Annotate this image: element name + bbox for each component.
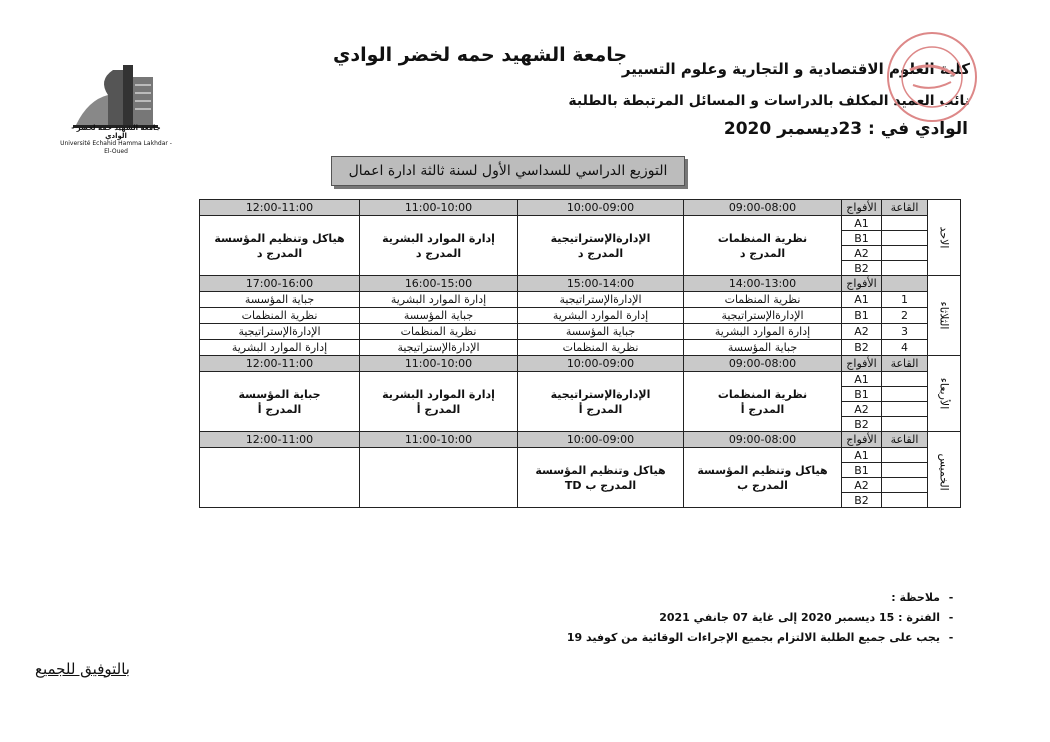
room-header: القاعة	[882, 432, 928, 448]
room-header: القاعة	[882, 356, 928, 372]
lecture-cell: جباية المؤسسة المدرج أ	[200, 372, 360, 432]
time-slot: 09:00-08:00	[684, 356, 842, 372]
group-label: B2	[842, 340, 882, 356]
groups-header: الأفواج	[842, 356, 882, 372]
groups-header: الأفواج	[842, 432, 882, 448]
lecture-cell: إدارة الموارد البشرية المدرج أ	[360, 372, 518, 432]
lecture-cell: نظرية المنظمات المدرج أ	[684, 372, 842, 432]
day-wednesday-header	[200, 356, 961, 372]
room-cell	[882, 231, 928, 246]
time-slot: 11:00-10:00	[360, 356, 518, 372]
session-cell: جباية المؤسسة	[684, 340, 842, 356]
room-number: 2	[882, 308, 928, 324]
lecture-cell: الإدارةالإستراتيجية المدرج أ	[518, 372, 684, 432]
logo-caption	[60, 124, 172, 156]
closing-remark: بالتوفيق للجميع	[35, 660, 130, 678]
group-label: A2	[842, 246, 882, 261]
time-slot: 10:00-09:00	[518, 200, 684, 216]
time-slot: 17:00-16:00	[200, 276, 360, 292]
university-name: جامعة الشهيد حمه لخضر الوادي	[332, 44, 628, 66]
time-slot: 09:00-08:00	[684, 432, 842, 448]
session-cell: نظرية المنظمات	[518, 340, 684, 356]
time-slot: 14:00-13:00	[684, 276, 842, 292]
lecture-cell	[200, 448, 360, 508]
day-thursday-header	[200, 432, 961, 448]
room-cell	[882, 261, 928, 276]
group-label: B1	[842, 308, 882, 324]
schedule-table	[199, 199, 961, 508]
vice-dean-title: نائب العميد المكلف بالدراسات و المسائل المرتبطة بالطلبة	[568, 93, 970, 109]
group-label: A2	[842, 402, 882, 417]
session-cell: إدارة الموارد البشرية	[684, 324, 842, 340]
session-cell: الإدارةالإستراتيجية	[684, 308, 842, 324]
room-cell	[882, 372, 928, 387]
groups-header: الأفواج	[842, 200, 882, 216]
group-label: A1	[842, 292, 882, 308]
room-cell	[882, 387, 928, 402]
group-label: B1	[842, 231, 882, 246]
session-cell: الإدارةالإستراتيجية	[200, 324, 360, 340]
time-slot: 10:00-09:00	[518, 432, 684, 448]
notes-title: ملاحظة :	[891, 591, 940, 604]
time-slot: 11:00-10:00	[360, 200, 518, 216]
time-slot: 09:00-08:00	[684, 200, 842, 216]
session-cell: جباية المؤسسة	[360, 308, 518, 324]
session-cell: نظرية المنظمات	[200, 308, 360, 324]
official-stamp	[885, 30, 980, 125]
session-cell: إدارة الموارد البشرية	[518, 308, 684, 324]
session-cell: إدارة الموارد البشرية	[360, 292, 518, 308]
day-label: الأربعاء	[928, 356, 961, 432]
lecture-cell: هياكل وتنظيم المؤسسة المدرج ب TD	[518, 448, 684, 508]
groups-header: الأفواج	[842, 276, 882, 292]
session-cell: الإدارةالإستراتيجية	[360, 340, 518, 356]
room-cell	[882, 463, 928, 478]
time-slot: 11:00-10:00	[360, 432, 518, 448]
session-cell: نظرية المنظمات	[360, 324, 518, 340]
lecture-cell: هياكل وتنظيم المؤسسة المدرج ب	[684, 448, 842, 508]
session-cell: الإدارةالإستراتيجية	[518, 292, 684, 308]
lecture-cell: الإدارةالإستراتيجية المدرج د	[518, 216, 684, 276]
room-cell	[882, 402, 928, 417]
room-cell	[882, 246, 928, 261]
time-slot: 12:00-11:00	[200, 200, 360, 216]
group-label: B2	[842, 261, 882, 276]
time-slot: 16:00-15:00	[360, 276, 518, 292]
day-label: الخميس	[928, 432, 961, 508]
group-label: A1	[842, 448, 882, 463]
day-label: الاحد	[928, 200, 961, 276]
group-label: B2	[842, 493, 882, 508]
room-cell	[882, 478, 928, 493]
time-slot: 15:00-14:00	[518, 276, 684, 292]
day-sunday-header	[200, 200, 961, 216]
logo-caption-ar: جامعة الشهيد حمه لخضر - الوادي	[71, 124, 161, 140]
room-cell	[882, 448, 928, 463]
group-label: B1	[842, 463, 882, 478]
session-cell: إدارة الموارد البشرية	[200, 340, 360, 356]
room-number: 3	[882, 324, 928, 340]
group-label: B1	[842, 387, 882, 402]
lecture-cell	[360, 448, 518, 508]
room-number: 4	[882, 340, 928, 356]
session-cell: نظرية المنظمات	[684, 292, 842, 308]
schedule-title-banner: التوزيع الدراسي للسداسي الأول لسنة ثالثة ادارة اعمال	[331, 156, 685, 186]
logo-caption-en: Université Echahid Hamma Lakhdar - El-Oued	[60, 140, 172, 155]
room-cell	[882, 216, 928, 231]
lecture-cell: هياكل وتنظيم المؤسسة المدرج د	[200, 216, 360, 276]
group-label: B2	[842, 417, 882, 432]
group-label: A1	[842, 372, 882, 387]
room-cell	[882, 493, 928, 508]
day-label: الثلاثاء	[928, 276, 961, 356]
lecture-cell: إدارة الموارد البشرية المدرج د	[360, 216, 518, 276]
time-slot: 10:00-09:00	[518, 356, 684, 372]
note-item: الفترة : 15 ديسمبر 2020 إلى غاية 07 جانفي 2021	[659, 611, 940, 624]
place-date: الوادي في : 23ديسمبر 2020	[723, 119, 968, 139]
note-item: يجب على جميع الطلبة الالتزام بجميع الإجراءات الوقائية من كوفيد 19	[566, 631, 940, 644]
faculty-name: كلية العلوم الاقتصادية و التجارية وعلوم التسيير	[621, 60, 970, 78]
group-label: A2	[842, 478, 882, 493]
lecture-cell: نظرية المنظمات المدرج د	[684, 216, 842, 276]
group-label: A1	[842, 216, 882, 231]
session-cell: جباية المؤسسة	[518, 324, 684, 340]
room-header	[882, 276, 928, 292]
time-slot: 12:00-11:00	[200, 432, 360, 448]
group-label: A2	[842, 324, 882, 340]
day-tuesday-header	[200, 276, 961, 292]
room-number: 1	[882, 292, 928, 308]
room-cell	[882, 417, 928, 432]
session-cell: جباية المؤسسة	[200, 292, 360, 308]
notes-section: -ملاحظة : -الفترة : 15 ديسمبر 2020 إلى غاية 07 جانفي 2021 -يجب على جميع الطلبة الالتزام بجميع الإجراءات الوقائية من كوفيد 19	[566, 591, 954, 644]
room-header: القاعة	[882, 200, 928, 216]
time-slot: 12:00-11:00	[200, 356, 360, 372]
